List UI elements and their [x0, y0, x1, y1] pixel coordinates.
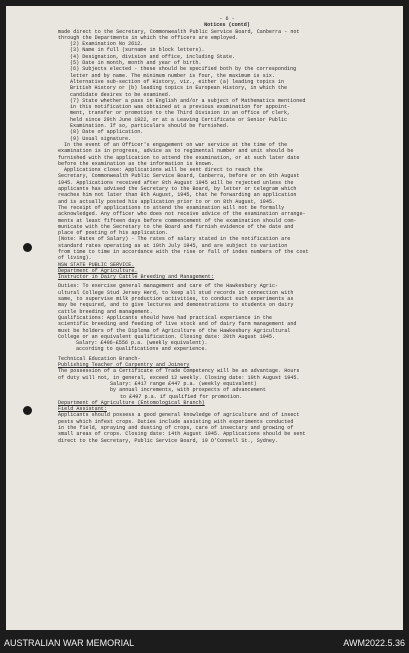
text-line: The receipt of applications to attend the examination will not be formally: [58, 204, 285, 211]
text-line: Applicants should possess a good general knowledge of agriculture and of insect: [58, 412, 300, 419]
text-line: according to qualifications and experience.: [76, 346, 208, 353]
text-line: in this notification was obtained at a previous examination for appoint-: [70, 104, 291, 111]
text-line: in the field, spraying and dusting of crops, care of insectary and growing of: [58, 425, 294, 431]
text-line: by annual increments, with prospects of advancement: [110, 387, 266, 394]
text-line: made direct to the Secretary, Commonwealth Public Service Board, Canberra - not: [58, 28, 300, 35]
text-line: ment, transfer or promotion to the Third Division in an office of clerk,: [70, 110, 291, 117]
text-line: (4) Designation, division and office, including State.: [70, 53, 236, 60]
text-line: Publishing Teacher of Carpentry and Joinery: [58, 362, 190, 369]
text-line: same, to supervise milk production activities, to conduct such experiments as: [58, 296, 294, 303]
text-line: examination is in progress, advice as to regimental number and unit should be: [58, 148, 294, 155]
text-line: and is actually posted his application prior to or on 8th August, 1945.: [58, 198, 276, 205]
document-page: [6, 6, 403, 630]
text-line: reaches him not later than 8th August, 1945, that he forwarding an application: [58, 192, 297, 199]
text-line: cattle breeding and management.: [58, 308, 153, 315]
text-line: (2) Examination No 2612.: [70, 41, 144, 48]
text-lines: [58, 29, 396, 444]
text-line: to £497 p.a. if qualified for promotion.: [120, 393, 243, 400]
text-line: standard rates operating as at 10th July 1945, and are subject to variation: [58, 242, 288, 249]
text-line: must be holders of the Diploma of Agriculture of the Hawkesbury Agricultural: [58, 327, 291, 334]
text-line: Alternative sub-section of History, viz., either (a) leading topics in: [70, 78, 284, 85]
text-line: of living).: [58, 255, 92, 262]
text-line: Qualifications: Applicants should have had practical experience in the: [58, 314, 272, 321]
text-line: Department of Agriculture.: [58, 267, 138, 274]
text-line: applicants has advised the Secretary to the Board, by letter or telegram which: [58, 186, 297, 193]
text-line: Technical Education Branch-: [58, 355, 141, 362]
text-line: Salary: £417 range £447 p.a. (weekly equivalent): [110, 380, 257, 387]
text-line: Secretary, Commonwealth Public Service Board, Canberra, before or on 8th August: [58, 173, 300, 180]
text-line: In the event of an Officer's engagement on war service at the time of the: [64, 141, 288, 148]
text-line: College or an equivalent qualification. Closing date: 20th August 1945.: [58, 333, 276, 340]
page-number: - 6 -: [219, 16, 235, 22]
text-line: ultural College Stud Jersey Herd, to keep all stud records in connection with: [58, 289, 294, 296]
text-line: NSW STATE PUBLIC SERVICE.: [58, 261, 135, 268]
text-line: pests which infest crops. Duties include assisting with experiments conducted: [58, 418, 294, 425]
text-line: through the Departments in which the officers are employed.: [58, 34, 239, 41]
text-line: furnished with the application to attend the examination, or at such later date: [58, 154, 300, 161]
text-line: from time to time in accordance with the rise or fall of index numbers of the cost: [58, 248, 309, 255]
punch-hole: [23, 406, 32, 415]
text-line: held since 29th June 1922, or at a Leaving Certificate or Senior Public: [70, 116, 288, 123]
text-line: before the examination as the information is known.: [58, 160, 214, 167]
text-line: Duties: To exercise general management and care of the Hawkesbury Agric-: [58, 283, 279, 290]
archive-footer: [0, 630, 409, 653]
text-line: ments at least fifteen days before commencement of the examination should com-: [58, 217, 297, 224]
text-line: Field Assistant:: [58, 406, 107, 413]
footer-institution: AUSTRALIAN WAR MEMORIAL: [4, 638, 135, 648]
text-line: direct to the Secretary, Public Service Board, 19 O'Connell St., Sydney.: [58, 437, 279, 444]
text-line: place of posting of his application.: [58, 230, 169, 237]
punch-hole: [23, 243, 32, 252]
text-line: The possession of a Certificate of Trade Competency will be an advantage. Hours: [58, 368, 300, 375]
text-line: scientific breeding and feeding of live stock and of dairy farm management and: [58, 321, 297, 328]
text-line: (3) Name in full (surname in block letters).: [70, 47, 205, 54]
footer-accession-number: AWM2022.5.36: [343, 638, 405, 648]
text-line: Instructor in Dairy Cattle Breeding and Management:: [58, 274, 214, 281]
text-line: (5) Date in month, month and year of birth.: [70, 60, 202, 67]
text-line: Applications close: Applications will be sent direct to reach the: [64, 167, 263, 174]
text-line: 1945. Applications received after 8th August 1945 will be rejected unless the: [58, 179, 294, 186]
text-line: (Note: Rates of Salary) - The rates of salary stated in the notification are: [58, 236, 291, 243]
text-line: small areas of crops. Closing date: 14th August 1945. Applications should be sent: [58, 431, 306, 438]
text-line: Salary: £406-£556 p.a. (weekly equivalent).: [76, 340, 208, 347]
notice-title: Notices (contd): [204, 22, 250, 29]
text-line: may be required, and to give lectures and demonstrations to students on dairy: [58, 302, 294, 309]
text-line: Examination. If so, particulars should be furnished.: [70, 123, 229, 130]
text-line: municate with the Secretary to the Board and furnish evidence of the date and: [58, 223, 294, 230]
text-line: Department of Agriculture (Entomological Branch): [58, 399, 205, 406]
text-line: (6) Subjects elected - these should be specified both by the corresponding: [70, 66, 297, 73]
text-line: (9) Usual signature.: [70, 135, 132, 142]
text-line: letter and by name. The minimum number is four, the maximum is six.: [70, 72, 275, 79]
text-line: acknowledged. Any officer who does not receive advice of the examination arrange-: [58, 211, 306, 218]
text-line: candidate desires to be examined.: [70, 91, 171, 98]
document-body: [58, 16, 396, 444]
text-line: British History or (b) leading topics in European History, in which the: [70, 85, 288, 92]
text-line: (8) Date of application.: [70, 129, 144, 136]
text-line: (7) State whether a pass in English and/or a subject of Mathematics mentioned: [70, 97, 306, 104]
text-line: of duty will not, in general, exceed 12 weekly. Closing date: 10th August 1945.: [58, 374, 300, 381]
